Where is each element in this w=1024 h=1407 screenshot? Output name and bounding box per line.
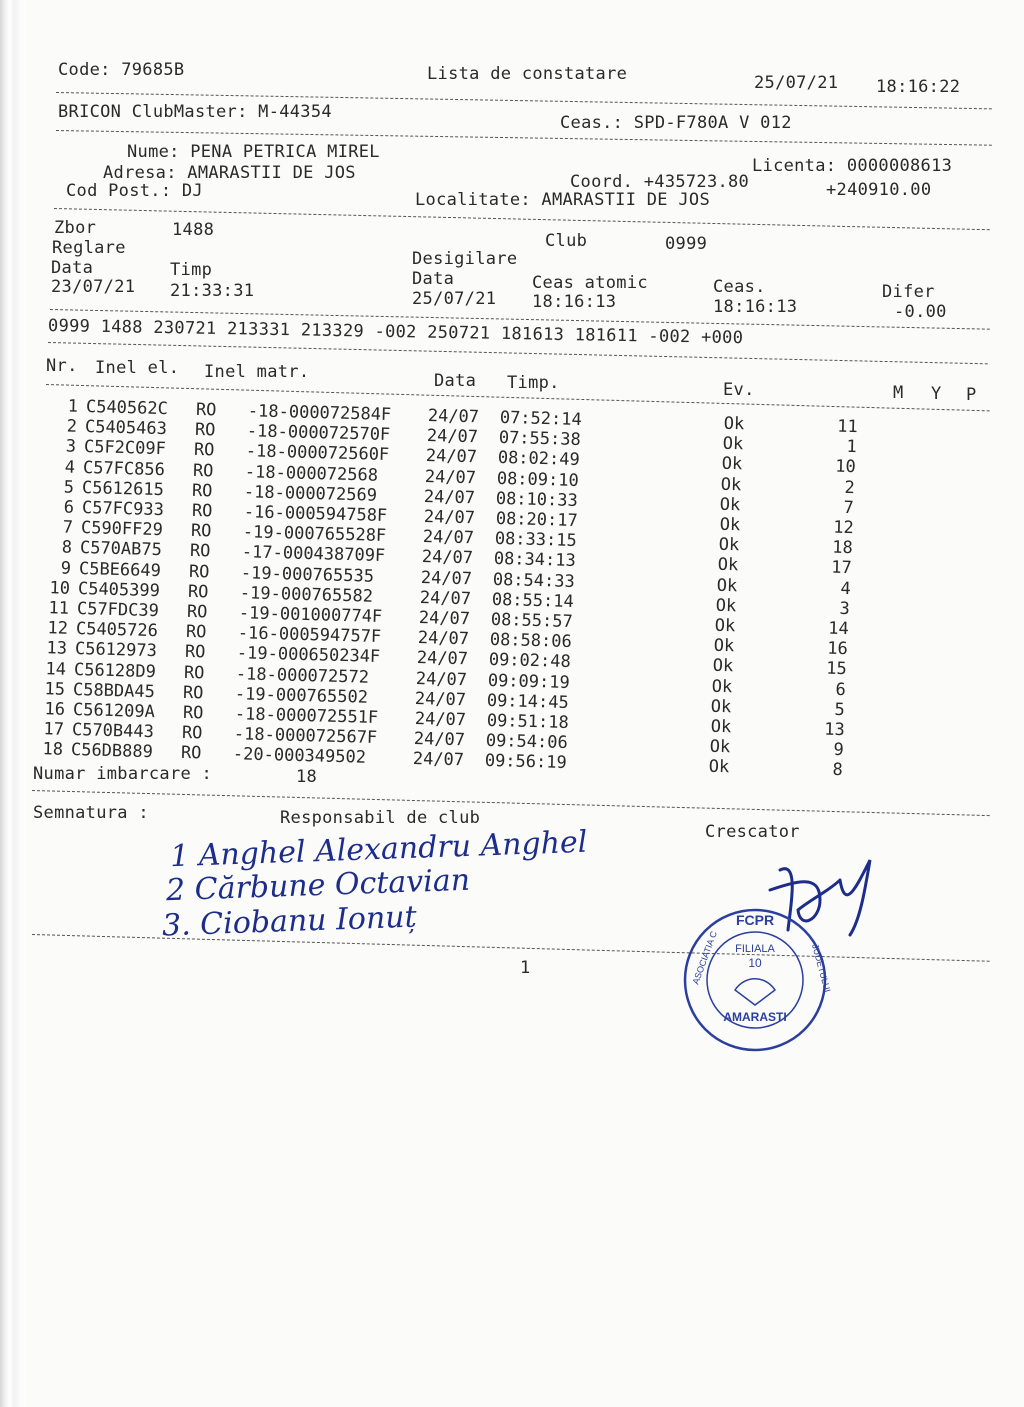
club-label: Club xyxy=(545,231,588,251)
cell-ev: Ok xyxy=(715,595,737,617)
cell-matr: -18-000072584F xyxy=(247,401,392,425)
cell-rank: 8 xyxy=(831,760,843,781)
owner-coord: Coord. +435723.80 xyxy=(570,172,750,192)
cell-matr: -19-000765582 xyxy=(239,583,374,607)
stamp-top-text: FCPR xyxy=(735,912,775,928)
cell-nr: 5 xyxy=(63,477,75,498)
cell-matr: -19-000765528F xyxy=(242,522,387,547)
cell-matr: -19-001000774F xyxy=(238,603,383,627)
cell-ev: Ok xyxy=(718,534,740,556)
cell-date: 24/07 xyxy=(416,648,469,670)
cell-matr: -17-000438709F xyxy=(241,542,386,567)
numar-imbarcare-value: 18 xyxy=(296,767,318,787)
cell-matr: -19-000765502 xyxy=(235,684,369,708)
cell-el: C5612973 xyxy=(74,639,158,662)
cell-date: 24/07 xyxy=(412,749,464,771)
cell-ev: Ok xyxy=(709,736,731,758)
cell-matr: -18-000072567F xyxy=(233,724,378,749)
cell-time: 08:20:17 xyxy=(495,508,578,531)
cell-matr: -16-000594758F xyxy=(243,502,387,526)
cell-ev: Ok xyxy=(723,413,745,435)
clubmaster-label: BRICON ClubMaster: M-44354 xyxy=(58,102,332,122)
cell-nr: 14 xyxy=(45,658,67,680)
cell-rank: 18 xyxy=(831,537,853,559)
cell-ev: Ok xyxy=(714,615,736,637)
cell-time: 08:54:33 xyxy=(492,569,575,592)
cell-el: C540562C xyxy=(85,396,169,420)
owner-coord2: +240910.00 xyxy=(826,180,932,200)
numar-imbarcare-label: Numar imbarcare : xyxy=(33,764,213,784)
signature-1: 1 Anghel Alexandru Anghel xyxy=(169,824,588,875)
cell-ev: Ok xyxy=(717,555,739,576)
cell-ev: Ok xyxy=(713,635,735,657)
col-y: Y xyxy=(931,384,942,404)
cell-co: RO xyxy=(189,541,211,562)
cell-el: C561209A xyxy=(72,699,155,723)
cell-nr: 3 xyxy=(65,436,77,458)
cell-co: RO xyxy=(195,399,217,421)
cell-date: 24/07 xyxy=(419,587,472,610)
ceas-value: 18:16:13 xyxy=(713,297,798,317)
stamp-filiala-text: FILIALA xyxy=(735,943,775,955)
cell-el: C57FC856 xyxy=(83,457,166,480)
reglare-time: 21:33:31 xyxy=(170,281,255,301)
cell-ev: Ok xyxy=(722,433,744,455)
cell-date: 24/07 xyxy=(423,506,475,529)
cell-time: 08:55:14 xyxy=(491,589,574,612)
cell-el: C58BDA45 xyxy=(73,679,156,702)
code-line: 0999 1488 230721 213331 213329 -002 250721 181613 181611 -002 +000 xyxy=(47,316,744,349)
cell-nr: 15 xyxy=(44,679,66,700)
cell-ev: Ok xyxy=(719,514,741,536)
cell-time: 08:10:33 xyxy=(495,488,579,511)
cell-co: RO xyxy=(186,601,208,623)
cell-matr: -18-000072568 xyxy=(244,461,379,486)
code-label: Code: 79685B xyxy=(58,60,185,80)
cell-date: 24/07 xyxy=(421,547,473,569)
cell-time: 08:02:49 xyxy=(497,448,581,471)
clock-label: Ceas.: SPD-F780A V 012 xyxy=(560,113,792,133)
cell-date: 24/07 xyxy=(427,405,480,428)
cell-date: 24/07 xyxy=(414,708,466,731)
cell-date: 24/07 xyxy=(424,466,477,488)
cell-rank: 3 xyxy=(839,598,850,619)
cell-date: 24/07 xyxy=(420,567,473,589)
cell-nr: 10 xyxy=(49,578,71,599)
owner-locality: Localitate: AMARASTII DE JOS xyxy=(415,190,710,210)
cell-date: 24/07 xyxy=(423,486,476,509)
cell-rank: 10 xyxy=(835,457,857,478)
cell-matr: -18-000072560F xyxy=(245,441,390,466)
cell-co: RO xyxy=(187,581,209,603)
cell-date: 24/07 xyxy=(422,527,474,549)
cell-el: C570B443 xyxy=(71,720,154,743)
atomic-clock-label: Ceas atomic xyxy=(532,273,648,293)
cell-rank: 12 xyxy=(832,517,854,539)
cell-co: RO xyxy=(184,642,206,663)
cell-matr: -18-000072569 xyxy=(244,482,378,506)
stamp-ring-right-text: JUDETULUI xyxy=(810,942,833,994)
cell-co: RO xyxy=(192,460,214,482)
cell-ev: Ok xyxy=(720,474,742,495)
cell-time: 09:02:48 xyxy=(488,650,572,673)
cell-co: RO xyxy=(191,500,213,522)
desigilare-label: Desigilare xyxy=(412,249,518,269)
cell-time: 09:51:18 xyxy=(486,710,569,733)
atomic-clock-value: 18:16:13 xyxy=(532,292,617,312)
cell-co: RO xyxy=(190,521,212,542)
responsabil-label: Responsabil de club xyxy=(280,808,481,828)
cell-time: 09:09:19 xyxy=(487,670,571,693)
col-inel-matr: Inel matr. xyxy=(204,362,310,382)
cell-el: C5405726 xyxy=(75,619,159,642)
reglare-date: 23/07/21 xyxy=(51,277,136,297)
cell-rank: 14 xyxy=(827,618,849,640)
cell-matr: -19-000650234F xyxy=(236,643,381,668)
cell-matr: -18-000072570F xyxy=(246,421,391,446)
reglare-label: Reglare xyxy=(52,238,126,258)
cell-time: 08:09:10 xyxy=(496,468,580,491)
cell-el: C5F2C09F xyxy=(83,437,167,460)
print-date: 25/07/21 xyxy=(754,73,839,93)
cell-rank: 13 xyxy=(823,719,845,741)
cell-time: 09:54:06 xyxy=(485,731,568,754)
col-nr: Nr. xyxy=(46,356,78,376)
club-stamp xyxy=(680,905,833,1055)
cell-nr: 6 xyxy=(62,497,74,518)
cell-nr: 18 xyxy=(41,739,63,761)
col-data: Data xyxy=(434,371,477,391)
cell-co: RO xyxy=(183,682,205,704)
cell-ev: Ok xyxy=(708,757,730,778)
cell-co: RO xyxy=(185,622,207,643)
ceas-label: Ceas. xyxy=(713,277,766,297)
owner-name: Nume: PENA PETRICA MIREL xyxy=(127,142,380,162)
semnatura-label: Semnatura : xyxy=(33,803,149,823)
print-time: 18:16:22 xyxy=(876,77,961,97)
signature-2: 2 Cărbune Octavian xyxy=(165,862,471,909)
cell-nr: 12 xyxy=(47,618,69,639)
cell-nr: 1 xyxy=(67,396,79,417)
cell-co: RO xyxy=(193,440,215,461)
zbor-label: Zbor xyxy=(54,218,97,238)
cell-time: 08:34:13 xyxy=(493,549,576,572)
cell-time: 09:14:45 xyxy=(486,690,570,713)
col-ev: Ev. xyxy=(723,380,755,400)
cell-el: C5405463 xyxy=(84,417,168,440)
col-inel-el: Inel el. xyxy=(95,358,180,378)
cell-el: C57FC933 xyxy=(81,497,164,521)
cell-el: C57FDC39 xyxy=(76,598,160,622)
cell-date: 24/07 xyxy=(417,628,470,650)
reglare-timp-label: Timp xyxy=(170,260,213,280)
cell-el: C56128D9 xyxy=(74,659,157,682)
cell-date: 24/07 xyxy=(426,426,479,448)
cell-rank: 17 xyxy=(830,558,852,579)
cell-el: C570AB75 xyxy=(79,538,162,561)
cell-nr: 16 xyxy=(43,699,65,720)
difer-label: Difer xyxy=(882,282,935,302)
stamp-bottom-text: AMARASTI xyxy=(723,1010,787,1024)
cell-nr: 7 xyxy=(62,517,73,538)
col-p: P xyxy=(966,385,977,405)
owner-postcode: Cod Post.: DJ xyxy=(66,181,203,201)
stamp-number-text: 10 xyxy=(748,956,762,970)
cell-co: RO xyxy=(194,420,216,441)
cell-rank: 2 xyxy=(844,477,856,498)
cell-rank: 4 xyxy=(840,578,851,599)
cell-nr: 17 xyxy=(42,719,64,740)
crescator-label: Crescator xyxy=(705,822,800,842)
cell-el: C5612615 xyxy=(82,477,165,500)
cell-nr: 13 xyxy=(46,638,68,660)
cell-ev: Ok xyxy=(716,575,738,596)
cell-nr: 9 xyxy=(60,558,72,579)
cell-el: C5405399 xyxy=(77,578,161,601)
cell-time: 08:58:06 xyxy=(489,630,573,653)
cell-nr: 8 xyxy=(61,537,72,559)
cell-ev: Ok xyxy=(712,656,734,677)
cell-date: 24/07 xyxy=(418,607,471,630)
cell-time: 07:52:14 xyxy=(499,407,582,430)
cell-rank: 16 xyxy=(827,638,849,660)
cell-rank: 7 xyxy=(843,497,855,518)
signature-3: 3. Ciobanu Ionuț xyxy=(161,899,418,944)
cell-rank: 9 xyxy=(832,740,844,761)
col-timp: Timp. xyxy=(507,373,560,393)
cell-time: 07:55:38 xyxy=(498,428,582,451)
cell-time: 08:33:15 xyxy=(494,529,577,552)
page-number: 1 xyxy=(520,958,531,978)
cell-el: C56DB889 xyxy=(70,740,153,763)
cell-date: 24/07 xyxy=(413,729,465,751)
document-title: Lista de constatare xyxy=(427,64,628,84)
cell-date: 24/07 xyxy=(415,668,468,690)
pigeon-icon xyxy=(735,979,775,1005)
cell-nr: 4 xyxy=(64,457,76,478)
cell-co: RO xyxy=(182,702,204,724)
cell-rank: 1 xyxy=(846,437,858,458)
cell-matr: -16-000594757F xyxy=(237,623,382,648)
cell-matr: -18-000072572 xyxy=(235,663,370,688)
cell-el: C590FF29 xyxy=(80,518,163,541)
cell-co: RO xyxy=(181,723,203,744)
zbor-value: 1488 xyxy=(172,220,215,240)
cell-ev: Ok xyxy=(710,696,732,718)
cell-matr: -18-000072551F xyxy=(234,704,378,728)
cell-co: RO xyxy=(188,561,210,583)
cell-rank: 15 xyxy=(826,659,848,680)
difer-value: -0.00 xyxy=(894,302,947,322)
cell-ev: Ok xyxy=(710,716,732,738)
cell-el: C5BE6649 xyxy=(78,558,161,581)
paper-stack-edge xyxy=(0,0,26,1407)
cell-rank: 5 xyxy=(834,699,846,720)
desig-data-label: Data xyxy=(412,269,455,289)
cell-ev: Ok xyxy=(721,454,743,475)
cell-co: RO xyxy=(192,480,214,502)
cell-time: 08:55:57 xyxy=(490,609,573,632)
cell-time: 09:56:19 xyxy=(484,751,567,774)
cell-co: RO xyxy=(183,662,205,684)
cell-matr: -20-000349502 xyxy=(232,744,366,769)
cell-rank: 6 xyxy=(835,679,847,700)
col-m: M xyxy=(893,383,904,403)
cell-nr: 11 xyxy=(48,598,70,619)
cell-co: RO xyxy=(180,743,202,764)
stamp-ring-left-text: ASOCIATIA C xyxy=(690,929,719,986)
cell-date: 24/07 xyxy=(425,446,478,468)
cell-ev: Ok xyxy=(719,494,741,516)
cell-date: 24/07 xyxy=(414,688,467,711)
club-value: 0999 xyxy=(665,234,708,254)
stamp-outer-ring xyxy=(685,910,825,1050)
cell-nr: 2 xyxy=(66,416,78,437)
desig-date: 25/07/21 xyxy=(412,289,497,309)
cell-matr: -19-000765535 xyxy=(240,562,375,587)
owner-address: Adresa: AMARASTII DE JOS xyxy=(103,163,356,183)
owner-license: Licenta: 0000008613 xyxy=(752,156,953,176)
reglare-data-label: Data xyxy=(51,258,94,278)
cell-rank: 11 xyxy=(836,416,858,438)
cell-ev: Ok xyxy=(711,676,733,697)
